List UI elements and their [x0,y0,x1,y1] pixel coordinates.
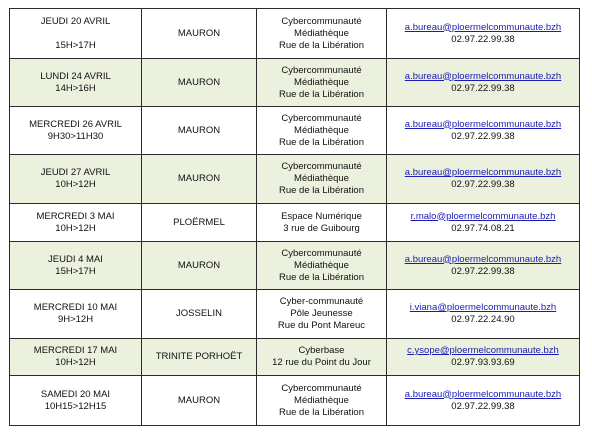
table-row [10,290,580,339]
place-cell [257,290,387,339]
date-text: JEUDI 20 AVRIL [40,15,111,27]
time-text: 10H15>12H15 [44,400,107,412]
schedule-table [9,8,580,426]
phone-text: 02.97.22.99.38 [451,179,515,190]
place-cell [257,204,387,242]
place-line: Médiathèque [294,27,349,39]
date-cell [10,204,142,242]
place-line: Cybercommunauté [281,15,362,27]
phone-text: 02.97.22.24.90 [451,314,515,325]
place-cell [257,339,387,376]
place-line: Rue de la Libération [278,88,365,100]
place-line: Rue de la Libération [278,39,365,51]
place-line: Médiathèque [294,259,349,271]
date-text: MERCREDI 26 AVRIL [29,118,122,130]
phone-text: 02.97.22.99.38 [451,400,515,412]
table-row [10,107,580,155]
email-link[interactable]: a.bureau@ploermelcommunaute.bzh [404,118,562,130]
date-text: MERCREDI 10 MAI [33,302,118,313]
city-text: MAURON [177,259,221,271]
place-cell [257,9,387,59]
contact-cell [387,242,580,290]
city-cell [142,155,257,204]
place-line: Rue de la Libération [278,406,365,418]
place-line: Rue de la Libération [278,185,365,196]
city-cell [142,376,257,426]
table-row [10,9,580,59]
place-line: 12 rue du Point du Jour [272,357,371,368]
city-cell [142,59,257,107]
email-link[interactable]: a.bureau@ploermelcommunaute.bzh [404,388,562,400]
email-link[interactable]: c.ysope@ploermelcommunaute.bzh [407,345,559,356]
contact-cell [387,204,580,242]
city-text: JOSSELIN [176,308,222,319]
city-cell [142,242,257,290]
city-text: MAURON [177,124,221,136]
date-cell [10,376,142,426]
table-row [10,155,580,204]
city-cell [142,9,257,59]
phone-text: 02.97.22.99.38 [451,33,515,45]
contact-cell [387,339,580,376]
place-cell [257,59,387,107]
place-line: 3 rue de Guibourg [283,222,360,234]
table-row [10,339,580,376]
date-text: SAMEDI 20 MAI [40,388,111,400]
time-text: 15H>17H [55,265,96,277]
phone-text: 02.97.22.99.38 [451,130,515,142]
date-text: LUNDI 24 AVRIL [40,70,111,82]
place-line: Cyberbase [298,345,345,356]
time-text: 9H>12H [57,314,94,325]
phone-text: 02.97.22.99.38 [451,82,515,94]
place-cell [257,155,387,204]
table-row [10,204,580,242]
place-cell [257,107,387,155]
time-text: 14H>16H [55,82,96,94]
time-text: 10H>12H [55,357,96,368]
place-line: Cybercommunauté [281,382,362,394]
place-line: Rue du Pont Mareuc [277,320,366,331]
phone-text: 02.97.22.99.38 [451,265,515,277]
city-text: MAURON [177,27,221,39]
place-line: Cybercommunauté [281,112,362,124]
email-link[interactable]: r.malo@ploermelcommunaute.bzh [410,210,556,222]
city-cell [142,339,257,376]
date-cell [10,107,142,155]
contact-cell [387,155,580,204]
date-text: JEUDI 27 AVRIL [40,167,111,178]
place-line: Médiathèque [294,173,349,184]
phone-text: 02.97.93.93.69 [451,357,515,368]
date-cell [10,9,142,59]
date-cell [10,339,142,376]
time-text: 10H>12H [55,179,96,190]
place-line: Cybercommunauté [281,161,362,172]
table-row [10,59,580,107]
contact-cell [387,376,580,426]
time-text: 10H>12H [55,222,96,234]
contact-cell [387,290,580,339]
email-link[interactable]: a.bureau@ploermelcommunaute.bzh [404,167,562,178]
city-text: MAURON [177,394,221,406]
time-text: 9H30>11H30 [47,130,104,142]
place-line: Rue de la Libération [278,271,365,283]
place-line: Cybercommunauté [281,247,362,259]
date-cell [10,290,142,339]
place-line: Médiathèque [294,76,349,88]
email-link[interactable]: i.viana@ploermelcommunaute.bzh [409,302,557,313]
place-line: Médiathèque [294,124,349,136]
place-cell [257,242,387,290]
place-line: Cybercommunauté [281,64,362,76]
email-link[interactable]: a.bureau@ploermelcommunaute.bzh [404,70,562,82]
date-cell [10,242,142,290]
date-cell [10,59,142,107]
date-cell [10,155,142,204]
city-text: MAURON [177,76,221,88]
time-text: 15H>17H [55,39,96,51]
city-text: TRINITE PORHOËT [155,351,243,362]
contact-cell [387,59,580,107]
contact-cell [387,9,580,59]
email-link[interactable]: a.bureau@ploermelcommunaute.bzh [404,21,562,33]
city-cell [142,290,257,339]
city-cell [142,204,257,242]
table-row [10,242,580,290]
phone-text: 02.97.74.08.21 [451,222,515,234]
date-text: MERCREDI 17 MAI [33,345,118,356]
place-line: Pôle Jeunesse [290,308,353,319]
email-link[interactable]: a.bureau@ploermelcommunaute.bzh [404,253,562,265]
date-text: MERCREDI 3 MAI [36,210,115,222]
place-line: Rue de la Libération [278,136,365,148]
place-cell [257,376,387,426]
city-cell [142,107,257,155]
city-text: PLOËRMEL [173,216,225,228]
contact-cell [387,107,580,155]
table-row [10,376,580,426]
place-line: Espace Numérique [281,210,362,222]
place-line: Cyber-communauté [279,296,364,307]
place-line: Médiathèque [294,394,349,406]
city-text: MAURON [177,173,221,184]
date-text: JEUDI 4 MAI [48,253,103,265]
